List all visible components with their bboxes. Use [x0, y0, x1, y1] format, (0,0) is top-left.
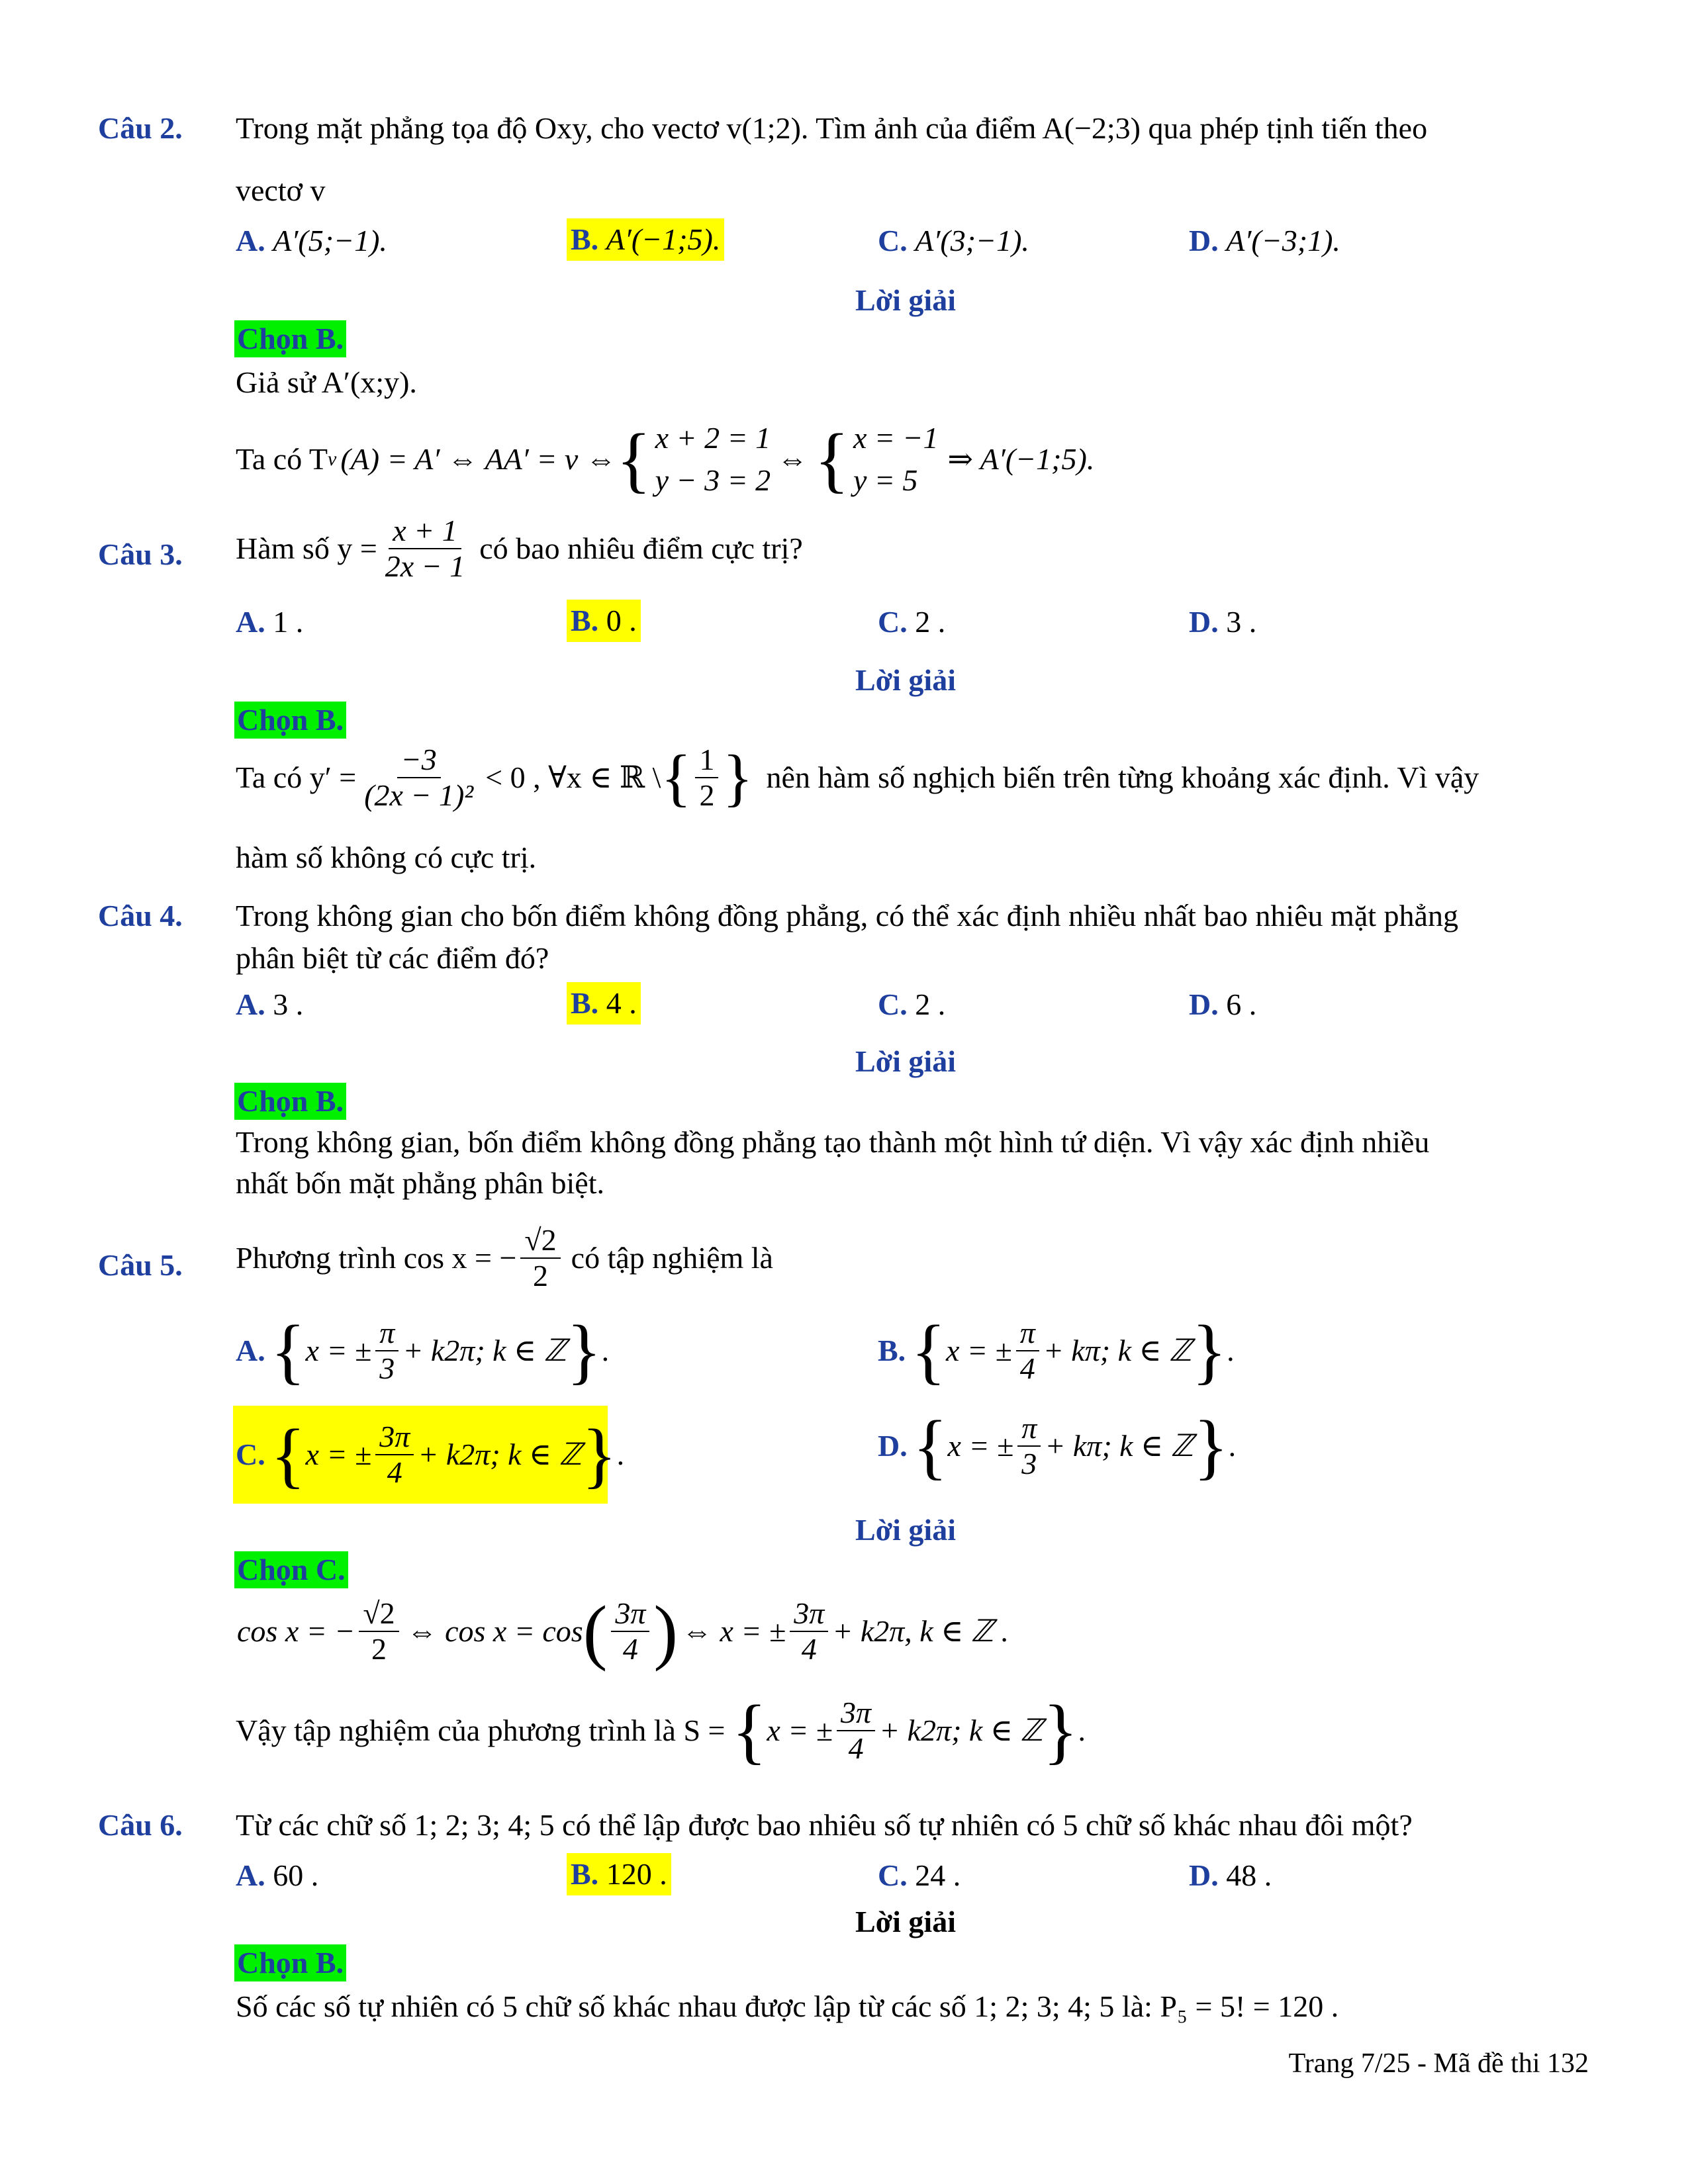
q5-option-a: A. { x = ± $\frac{\pi}{3}$ + k2π; k ∈ ℤ } . — [236, 1310, 610, 1391]
q4-option-a: A. 3 . — [236, 987, 304, 1021]
q4-question-line2: phân biệt từ các điểm đó? — [236, 941, 549, 975]
q5-label: Câu 5. — [98, 1248, 183, 1282]
q5-solution-line2: Vậy tập nghiệm của phương trình là S = { x = ± $\frac{3\pi}{4}$ + k2π; k ∈ ℤ } . — [236, 1690, 1086, 1771]
q3-solution-line1: Ta có y′ = $\frac{-3}{\text{(2x − 1)²}}$ < 0 , ∀x ∈ ℝ \ { $\frac{1}{2}$ } nên hàm số nghịch biến trên từng khoảng xác định. Vì vậy — [236, 742, 1479, 813]
q5-loi-giai-heading: Lời giải — [855, 1513, 956, 1547]
q4-option-c: C. 2 . — [878, 987, 946, 1021]
q4-question-line1: Trong không gian cho bốn điểm không đồng phẳng, có thể xác định nhiều nhất bao nhiêu mặt phẳng — [236, 899, 1458, 933]
q6-solution-line1: Số các số tự nhiên có 5 chữ số khác nhau được lập từ các số 1; 2; 3; 4; 5 là: P₅ = 5! = 120 . — [236, 1989, 1339, 2023]
q5-option-c: C. { x = ± $\frac{3\pi}{4}$ + k2π; k ∈ ℤ } . — [233, 1406, 608, 1504]
q4-label: Câu 4. — [98, 899, 183, 933]
q2-option-c: C. A′(3;−1). — [878, 224, 1029, 257]
q2-question-line2: vectơ v — [236, 173, 326, 207]
q2-system-2: { x = −1 y = 5 — [814, 419, 939, 500]
q5-question: Phương trình cos x = − $\frac{√2}{2}$ có tập nghiệm là — [236, 1223, 773, 1293]
q3-label: Câu 3. — [98, 537, 183, 571]
q3-question: Hàm số y = $\frac{x + 1}{2x - 1}$ có bao nhiêu điểm cực trị? — [236, 514, 803, 583]
q5-option-b: B. { x = ± $\frac{\pi}{4}$ + kπ; k ∈ ℤ } . — [878, 1310, 1235, 1391]
q2-system-1: { x + 2 = 1 y − 3 = 2 — [616, 419, 771, 500]
q3-option-b: B. 0 . — [567, 600, 641, 642]
q4-loi-giai-heading: Lời giải — [855, 1044, 956, 1078]
q2-label: Câu 2. — [98, 111, 183, 145]
q6-option-c: C. 24 . — [878, 1858, 961, 1892]
q6-question-line1: Từ các chữ số 1; 2; 3; 4; 5 có thể lập được bao nhiêu số tự nhiên có 5 chữ số khác nhau đôi một? — [236, 1808, 1413, 1842]
q3-option-d: D. 3 . — [1189, 605, 1257, 639]
q4-solution-line2: nhất bốn mặt phẳng phân biệt. — [236, 1166, 604, 1200]
q2-option-d: D. A′(−3;1). — [1189, 224, 1340, 257]
page-footer: Trang 7/25 - Mã đề thi 132 — [1288, 2048, 1589, 2079]
q6-option-d: D. 48 . — [1189, 1858, 1272, 1892]
q4-option-b: B. 4 . — [567, 982, 641, 1024]
q2-solution-line2: Ta có T v (A) = A′ ⇔ AA′ = v ⇔ { x + 2 = 1 y − 3 = 2 ⇔ { x = −1 y = 5 ⇒ A′(−1;5). — [236, 417, 1094, 502]
q5-answer-badge: Chọn C. — [234, 1551, 348, 1588]
q4-solution-line1: Trong không gian, bốn điểm không đồng phẳng tạo thành một hình tứ diện. Vì vậy xác định nhiều — [236, 1125, 1430, 1159]
q2-option-a: A. A′(5;−1). — [236, 224, 387, 257]
q2-option-b: B. A′(−1;5). — [567, 218, 724, 261]
q6-option-a: A. 60 . — [236, 1858, 319, 1892]
q2-loi-giai-heading: Lời giải — [855, 283, 956, 317]
q5-solution-line1: cos x = − $\frac{√2}{2}$ ⇔ cos x = cos ( $\frac{3\pi}{4}$ ) ⇔ x = ± $\frac{3\pi}{4}$ + k2π, k ∈ ℤ . — [237, 1591, 1009, 1672]
q3-answer-badge: Chọn B. — [234, 702, 346, 739]
q6-option-b: B. 120 . — [567, 1853, 671, 1895]
q6-answer-badge: Chọn B. — [234, 1944, 346, 1981]
q6-label: Câu 6. — [98, 1808, 183, 1842]
q2-solution-line1: Giả sử A′(x;y). — [236, 365, 417, 399]
q5-option-d: D. { x = ± $\frac{\pi}{3}$ + kπ; k ∈ ℤ } . — [878, 1406, 1237, 1486]
q3-option-a: A. 1 . — [236, 605, 304, 639]
q3-loi-giai-heading: Lời giải — [855, 663, 956, 697]
q4-answer-badge: Chọn B. — [234, 1083, 346, 1120]
q4-option-d: D. 6 . — [1189, 987, 1257, 1021]
q2-question-line1: Trong mặt phẳng tọa độ Oxy, cho vectơ v(1;2). Tìm ảnh của điểm A(−2;3) qua phép tịnh tiến theo — [236, 111, 1428, 145]
q2-answer-badge: Chọn B. — [234, 320, 346, 357]
q3-solution-line2: hàm số không có cực trị. — [236, 841, 537, 874]
q3-option-c: C. 2 . — [878, 605, 946, 639]
q6-loi-giai-heading: Lời giải — [855, 1905, 956, 1938]
